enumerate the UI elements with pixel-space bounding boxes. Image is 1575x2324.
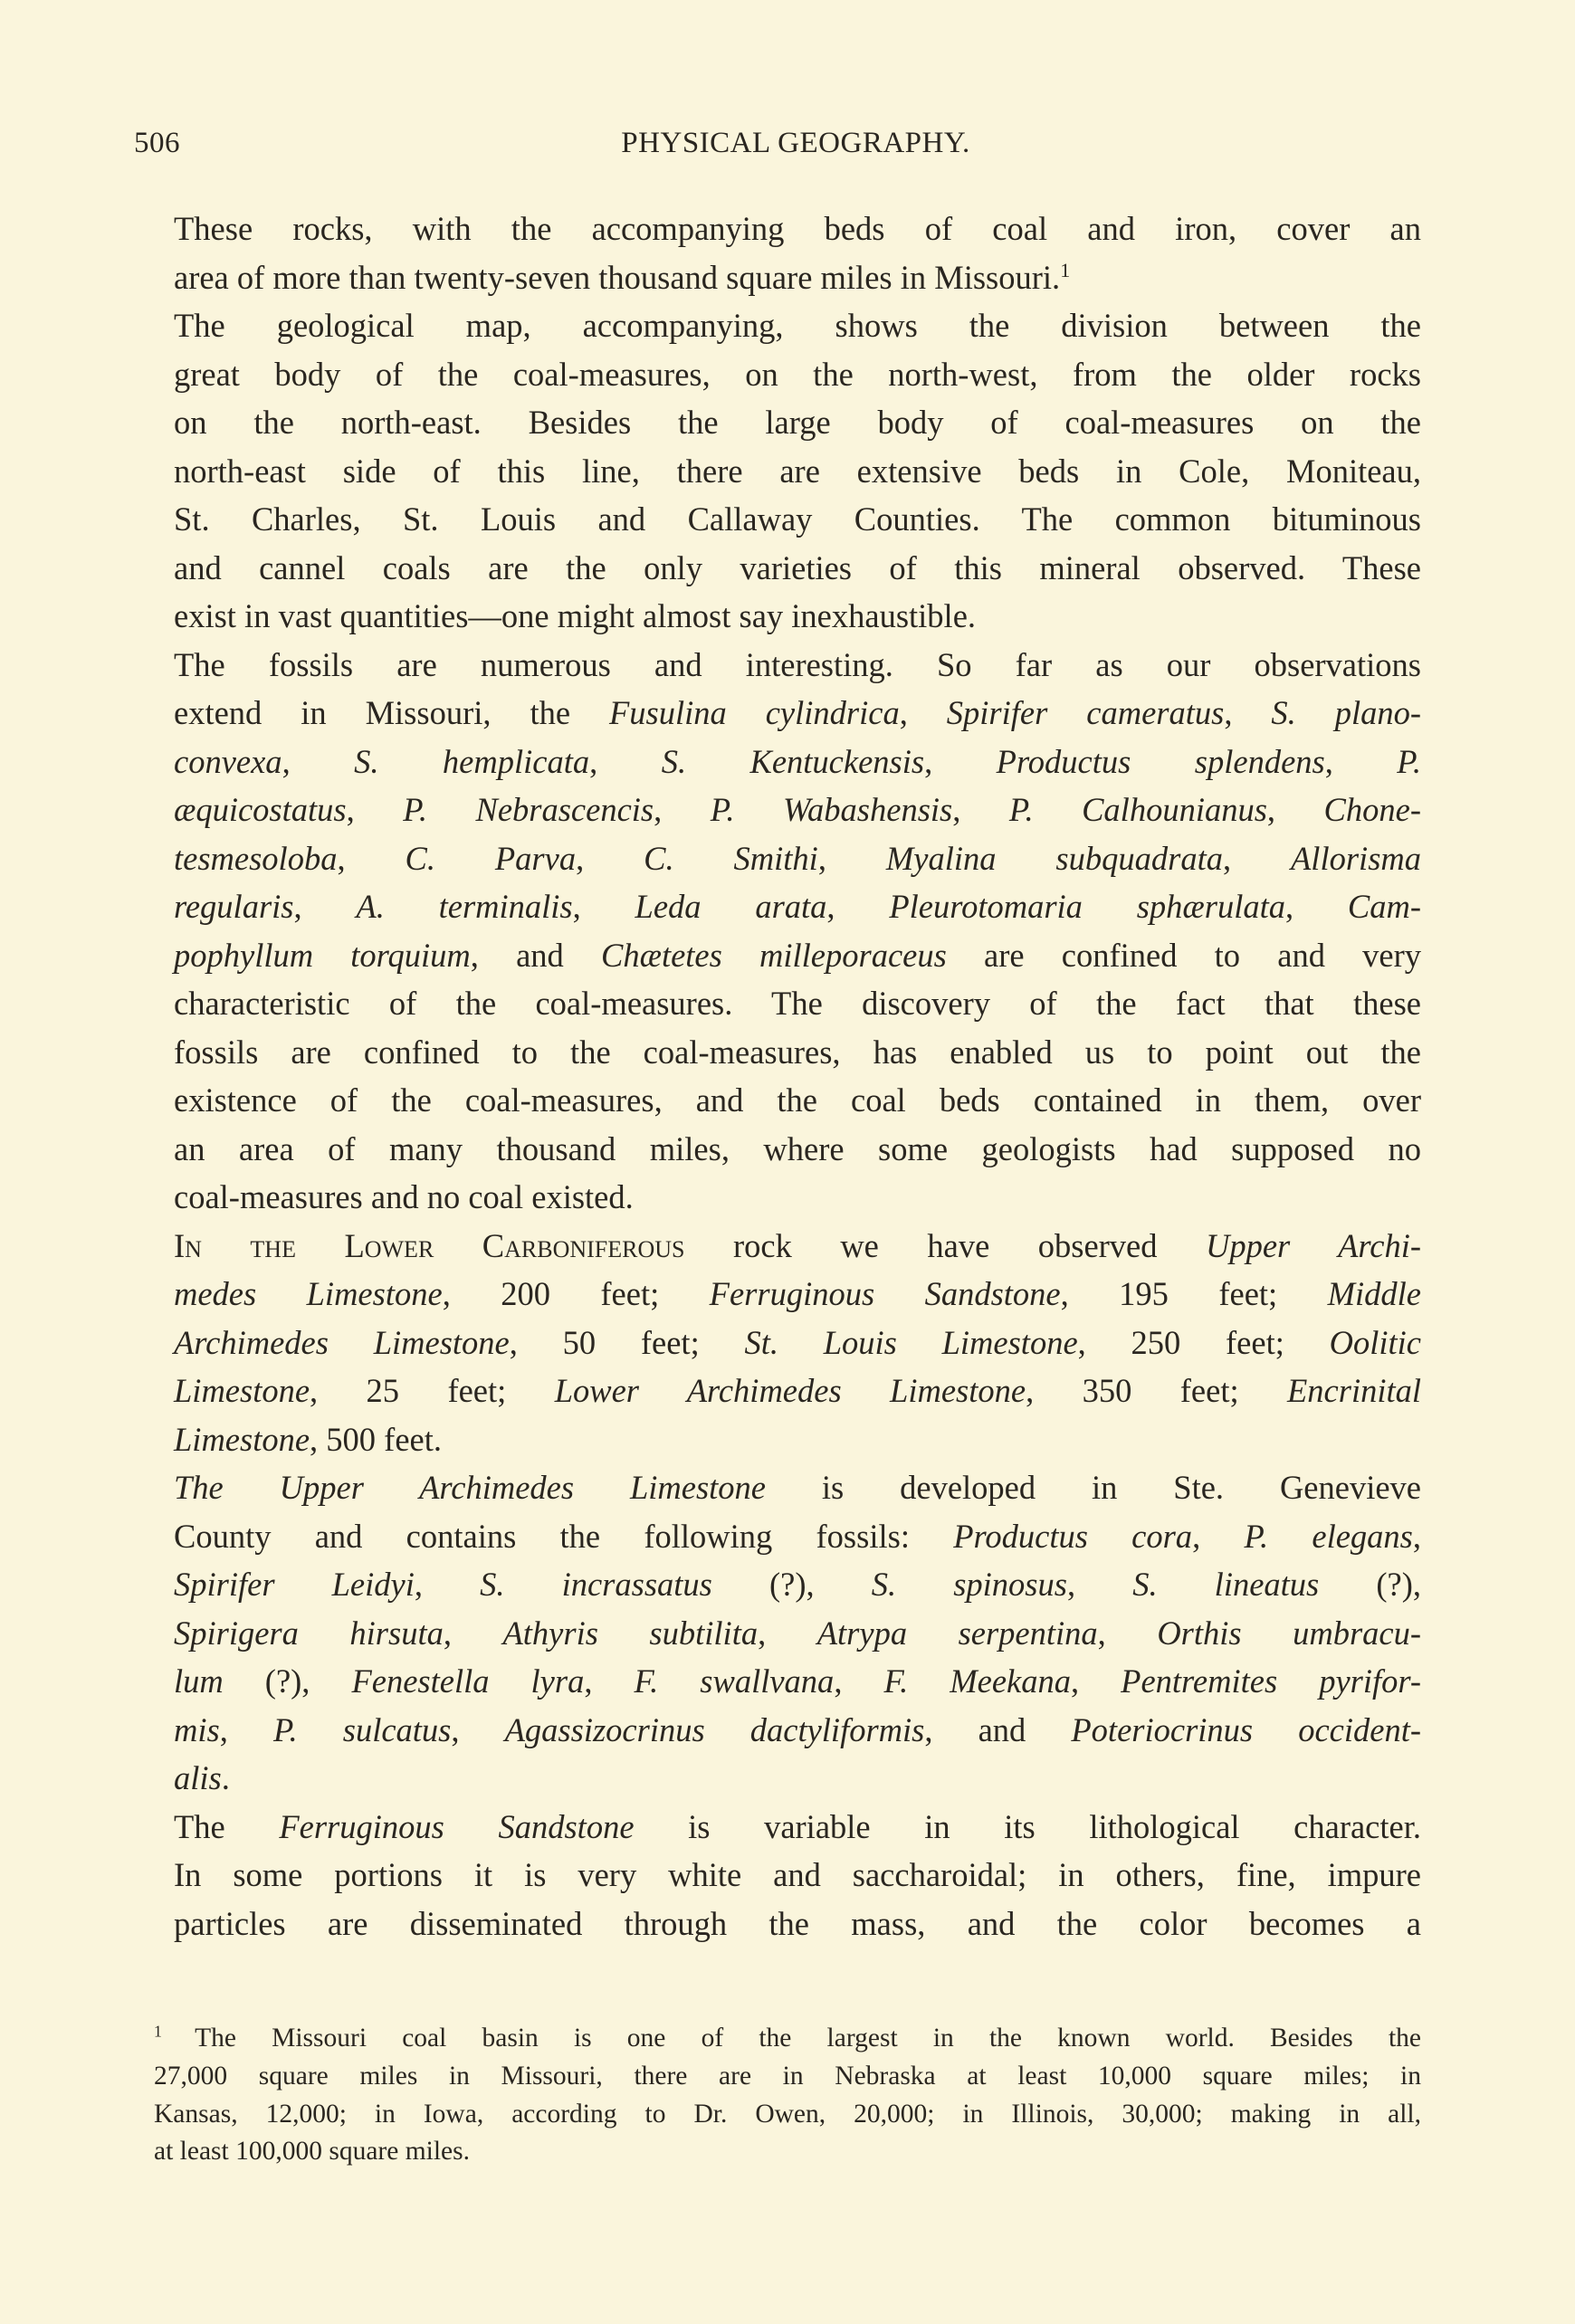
italic-term: Archimedes Limestone <box>174 1323 510 1361</box>
text-run: In some portions it is very white and saccharoidal; in others, fine, impure <box>174 1856 1421 1893</box>
italic-term: Limestone <box>174 1420 310 1458</box>
text-line <box>134 398 1421 447</box>
text-line <box>134 544 1421 593</box>
italic-term: Leda arata <box>635 888 827 925</box>
italic-term: Fusulina cylindrica <box>608 694 900 731</box>
italic-term: Upper Archi- <box>1206 1226 1421 1264</box>
text-run: particles are disseminated through the mass, and the color becomes a <box>174 1904 1421 1942</box>
small-caps-heading: In the Lower Carboniferous <box>174 1226 685 1264</box>
text-line <box>134 1222 1421 1271</box>
body-text <box>134 205 1421 1948</box>
text-run: at least 100,000 square miles. <box>154 2137 471 2167</box>
text-line <box>134 834 1421 883</box>
italic-term: Lower Archimedes Limestone <box>554 1372 1026 1409</box>
italic-term: S. Kentuckensis <box>661 742 925 780</box>
text-run: , and <box>470 936 601 974</box>
text-run: existence of the coal-measures, and the coal beds contained in them, over <box>174 1081 1421 1119</box>
text-run: , <box>451 1710 505 1748</box>
text-run: are confined to and very <box>946 936 1421 974</box>
italic-term: S. lineatus <box>1132 1566 1320 1603</box>
text-run: fossils are confined to the coal-measures, has enabled us to point out the <box>174 1033 1421 1071</box>
italic-term: Ferruginous Sandstone <box>709 1275 1061 1312</box>
text-run: great body of the coal-measures, on the north-west, from the older rocks <box>174 355 1421 393</box>
text-run: , <box>1192 1517 1245 1555</box>
footnote <box>134 2020 1421 2171</box>
text-line <box>134 350 1421 399</box>
text-run: an area of many thousand miles, where some geologists had supposed no <box>174 1129 1421 1167</box>
paragraph <box>134 205 1421 301</box>
text-line <box>134 1851 1421 1900</box>
text-line <box>134 641 1421 690</box>
italic-term: Fenestella lyra <box>351 1662 585 1700</box>
text-line <box>134 495 1421 544</box>
italic-term: Chone- <box>1323 791 1421 828</box>
paragraph <box>134 1463 1421 1803</box>
text-run: . <box>221 1759 230 1796</box>
paragraph <box>134 641 1421 1222</box>
italic-term: Cam- <box>1347 888 1421 925</box>
text-line <box>134 786 1421 834</box>
italic-term: Pentremites pyrifor- <box>1121 1662 1422 1700</box>
italic-term: Productus splendens <box>996 742 1325 780</box>
paragraph <box>134 1222 1421 1464</box>
text-run: , <box>293 888 357 925</box>
text-run: , <box>826 888 890 925</box>
text-run: These rocks, with the accompanying beds of coal and iron, cover an <box>174 210 1421 247</box>
text-run: , <box>337 839 406 877</box>
italic-term: C. Smithi <box>644 839 818 877</box>
text-run: , <box>219 1710 273 1748</box>
footnote-line <box>134 2133 1421 2171</box>
italic-term: Poteriocrinus occident- <box>1071 1710 1421 1748</box>
text-run: (?), <box>711 1566 872 1603</box>
italic-term: P. Nebrascencis <box>403 791 654 828</box>
text-line <box>134 1028 1421 1077</box>
text-run: is developed in Ste. Genevieve <box>766 1469 1421 1506</box>
italic-term: Allorisma <box>1291 839 1422 877</box>
page-number: 506 <box>134 127 180 159</box>
text-run: , <box>1071 1662 1122 1700</box>
text-line <box>134 253 1421 302</box>
text-run: , <box>346 791 404 828</box>
paragraph <box>134 1803 1421 1948</box>
text-run: Kansas, 12,000; in Iowa, according to Dr. Owen, 20,000; in Illinois, 30,000; making in all, <box>154 2099 1421 2129</box>
text-run: (?), <box>223 1662 352 1700</box>
text-run: and cannel coals are the only varieties of this mineral observed. These <box>174 548 1421 586</box>
text-run: , <box>1412 1517 1422 1555</box>
text-run: , <box>414 1566 481 1603</box>
italic-term: Middle <box>1327 1275 1422 1312</box>
text-run: area of more than twenty-seven thousand square miles in Missouri. <box>174 258 1061 296</box>
text-run: , 200 feet; <box>442 1275 710 1312</box>
text-line <box>134 1512 1421 1561</box>
italic-term: Athyris subtilita <box>502 1614 759 1652</box>
italic-term: P. Calhounianus <box>1008 791 1267 828</box>
text-line <box>134 1173 1421 1222</box>
italic-term: S. spinosus <box>871 1566 1067 1603</box>
text-line <box>134 1754 1421 1803</box>
italic-term: lum <box>174 1662 224 1700</box>
text-line <box>134 1900 1421 1948</box>
text-run: , <box>899 694 947 731</box>
text-line <box>134 931 1421 980</box>
text-run: , <box>817 839 886 877</box>
text-run: , 50 feet; <box>509 1323 745 1361</box>
italic-term: Oolitic <box>1329 1323 1421 1361</box>
text-run: , <box>1224 694 1272 731</box>
italic-term: S. plano- <box>1271 694 1422 731</box>
text-run: is variable in its lithological character. <box>634 1807 1421 1845</box>
text-line <box>134 738 1421 786</box>
italic-term: æquicostatus <box>174 791 347 828</box>
italic-term: mis <box>174 1710 220 1748</box>
italic-term: P. Wabashensis <box>710 791 953 828</box>
page-header <box>134 127 1421 172</box>
text-run: , 250 feet; <box>1077 1323 1330 1361</box>
text-line <box>134 301 1421 350</box>
text-line <box>134 447 1421 496</box>
italic-term: Spirifer cameratus <box>946 694 1225 731</box>
text-run: , <box>1222 839 1292 877</box>
text-run: The fossils are numerous and interesting. So far as our observations <box>174 645 1421 683</box>
footnote-line <box>134 2020 1421 2058</box>
text-line <box>134 882 1421 931</box>
italic-term: The Upper Archimedes Limestone <box>174 1469 767 1506</box>
text-run: , <box>924 742 997 780</box>
text-run: , <box>952 791 1009 828</box>
text-line <box>134 979 1421 1028</box>
text-run: , <box>1066 1566 1133 1603</box>
italic-term: Productus cora <box>953 1517 1193 1555</box>
text-run: , <box>1097 1614 1158 1652</box>
italic-term: pophyllum torquium <box>174 936 471 974</box>
text-run: , <box>654 791 711 828</box>
text-line <box>134 1560 1421 1609</box>
text-line <box>134 1706 1421 1755</box>
italic-term: medes Limestone <box>174 1275 443 1312</box>
text-run: The Missouri coal basin is one of the largest in the known world. Besides the <box>195 2024 1421 2053</box>
text-line <box>134 1609 1421 1658</box>
text-run: , <box>589 742 662 780</box>
running-head: PHYSICAL GEOGRAPHY. <box>621 127 970 159</box>
text-line <box>134 689 1421 738</box>
text-run: The geological map, accompanying, shows the division between the <box>174 307 1421 344</box>
text-run: St. Charles, St. Louis and Callaway Counties. The common bituminous <box>174 500 1421 538</box>
italic-term: F. Meekana <box>883 1662 1071 1700</box>
italic-term: Atrypa serpentina <box>816 1614 1098 1652</box>
text-run: , <box>1284 888 1348 925</box>
text-line <box>134 1803 1421 1852</box>
text-run: The <box>174 1807 280 1845</box>
text-line <box>134 1367 1421 1415</box>
italic-term: S. hemplicata <box>354 742 590 780</box>
italic-term: Spirifer Leidyi <box>174 1566 415 1603</box>
italic-term: regularis <box>174 888 294 925</box>
italic-term: Encrinital <box>1287 1372 1422 1409</box>
text-line <box>134 1415 1421 1464</box>
text-run: characteristic of the coal-measures. The discovery of the fact that these <box>174 985 1421 1022</box>
text-run: , <box>572 888 635 925</box>
text-run: , 500 feet. <box>310 1420 442 1458</box>
text-run: exist in vast quantities—one might almost say inexhaustible. <box>174 597 977 634</box>
text-line <box>134 1125 1421 1174</box>
italic-term: Ferruginous Sandstone <box>279 1807 635 1845</box>
italic-term: P. sulcatus <box>272 1710 452 1748</box>
text-run: rock we have observed <box>684 1226 1206 1264</box>
text-run: , <box>834 1662 884 1700</box>
text-run: north-east side of this line, there are extensive beds in Cole, Moniteau, <box>174 452 1421 490</box>
text-run: , <box>1266 791 1324 828</box>
text-run: , <box>443 1614 503 1652</box>
text-run: extend in Missouri, the <box>174 694 609 731</box>
italic-term: Agassizocrinus dactyliformis <box>504 1710 925 1748</box>
footnote-marker: 1 <box>1060 258 1071 281</box>
italic-term: Myalina subquadrata <box>885 839 1223 877</box>
footnote-line <box>134 2096 1421 2134</box>
italic-term: Pleurotomaria sphærulata <box>889 888 1285 925</box>
text-run: , and <box>924 1710 1072 1748</box>
italic-term: St. Louis Limestone <box>744 1323 1078 1361</box>
text-line <box>134 1319 1421 1367</box>
text-line <box>134 1657 1421 1706</box>
text-run: on the north-east. Besides the large body of coal-measures on the <box>174 404 1421 441</box>
italic-term: alis <box>174 1759 222 1796</box>
footnote-marker: 1 <box>154 2022 196 2041</box>
text-line <box>134 1270 1421 1319</box>
text-run: (?), <box>1319 1566 1422 1603</box>
text-run: 27,000 square miles in Missouri, there are in Nebraska at least 10,000 square miles; in <box>154 2061 1421 2091</box>
text-run: , 25 feet; <box>310 1372 555 1409</box>
text-run: , <box>1324 742 1398 780</box>
italic-term: A. terminalis <box>356 888 573 925</box>
footnote-line <box>134 2058 1421 2096</box>
text-line <box>134 1463 1421 1512</box>
text-run: coal-measures and no coal existed. <box>174 1178 634 1215</box>
italic-term: S. incrassatus <box>480 1566 712 1603</box>
italic-term: P. <box>1397 742 1422 780</box>
italic-term: tesmesoloba <box>174 839 338 877</box>
text-run: , <box>758 1614 817 1652</box>
text-run: , <box>584 1662 635 1700</box>
text-line <box>134 205 1421 253</box>
italic-term: Spirigera hirsuta <box>174 1614 444 1652</box>
text-run: , 195 feet; <box>1060 1275 1328 1312</box>
text-run: , <box>576 839 644 877</box>
text-run: County and contains the following fossils: <box>174 1517 954 1555</box>
italic-term: Chætetes milleporaceus <box>601 936 947 974</box>
italic-term: Limestone <box>174 1372 310 1409</box>
italic-term: P. elegans <box>1244 1517 1413 1555</box>
text-line <box>134 592 1421 641</box>
italic-term: C. Parva <box>405 839 577 877</box>
italic-term: convexa <box>174 742 282 780</box>
text-run: , <box>282 742 355 780</box>
text-run: , 350 feet; <box>1026 1372 1287 1409</box>
text-line <box>134 1076 1421 1125</box>
italic-term: F. swallvana <box>634 1662 835 1700</box>
paragraph <box>134 301 1421 641</box>
italic-term: Orthis umbracu- <box>1157 1614 1422 1652</box>
footnote-paragraph <box>134 2020 1421 2171</box>
